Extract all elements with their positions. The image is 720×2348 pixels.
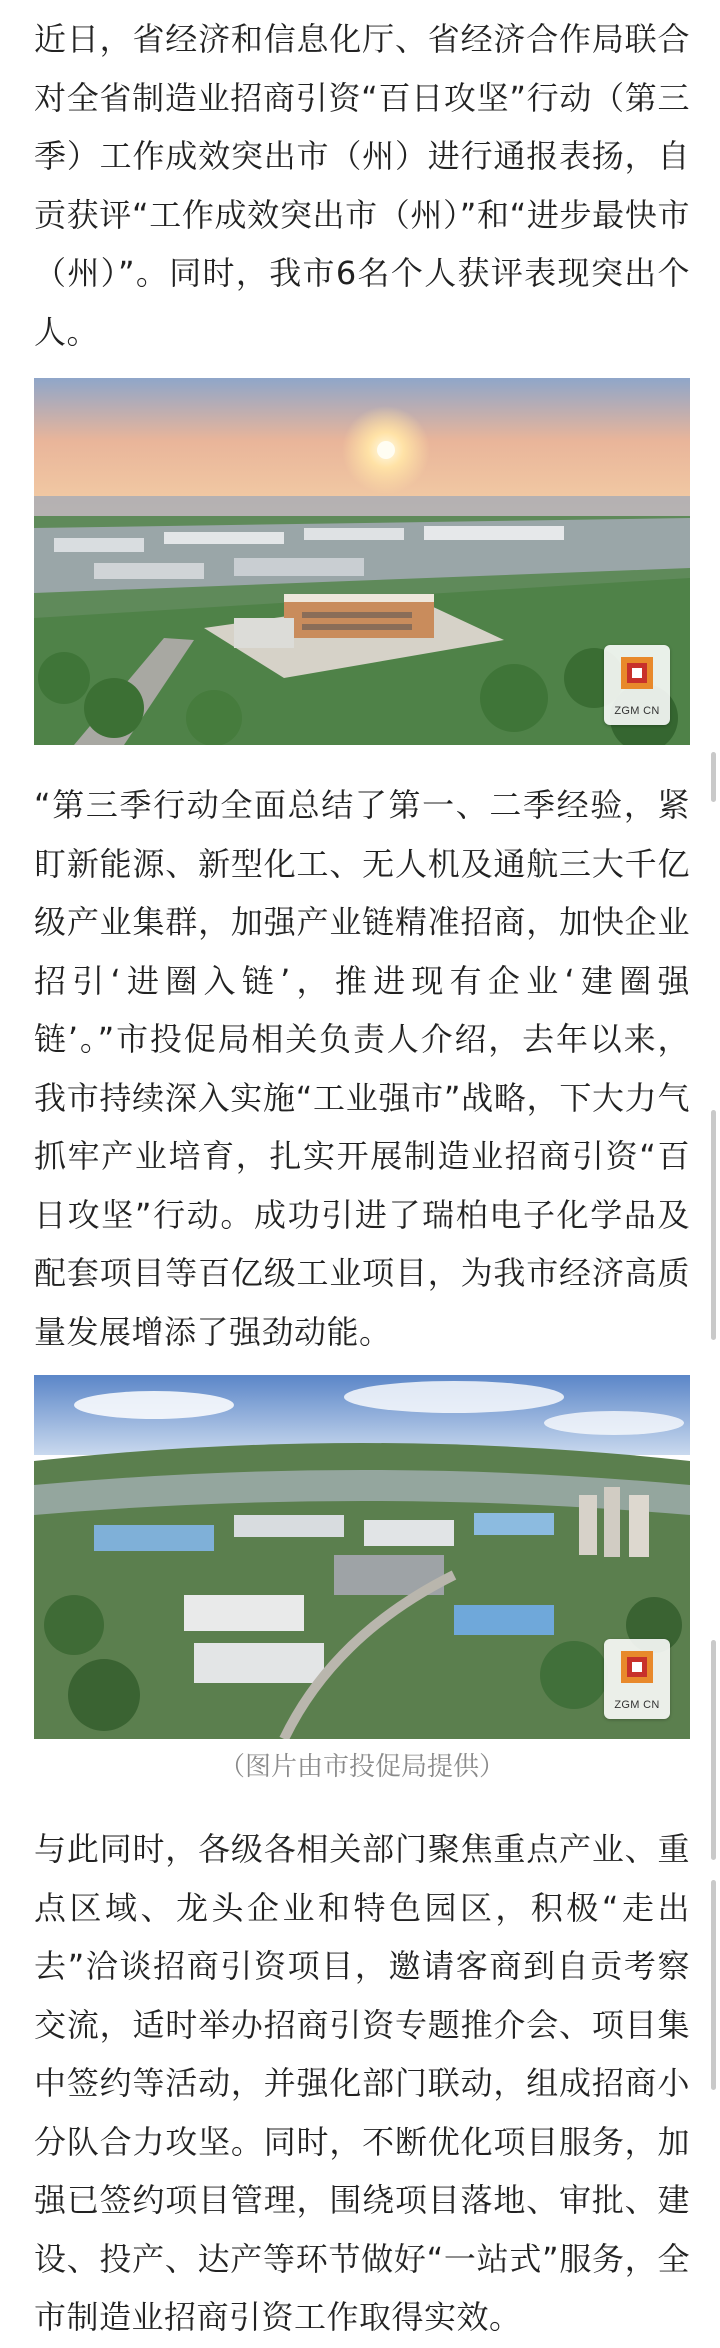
watermark-logo: [604, 645, 670, 725]
watermark-logo: [604, 1639, 670, 1719]
paragraph-2: “第三季行动全面总结了第一、二季经验，紧盯新能源、新型化工、无人机及通航三大千亿级产业集群，加强产业链精准招商，加快企业招引‘进圈入链’，推进现有企业‘建圈强链’。”市投促局相关负责人介绍，去年以来，我市持续深入实施“工业强市”战略，下大力气抓牢产业培育，扎实开展制造业招商引资“百日攻坚”行动。成功引进了瑞柏电子化学品及配套项目等百亿级工业项目，为我市经济高质量发展增添了强劲动能。: [34, 786, 690, 1351]
watermark-text: ZGM CN: [614, 705, 660, 717]
zgm-logo-icon: [619, 1649, 655, 1685]
photo2-illustration: [34, 1375, 690, 1739]
scrollbar-segment[interactable]: [711, 752, 716, 802]
image-caption: （图片由市投促局提供）: [218, 1752, 505, 1782]
paragraph-1: 近日，省经济和信息化厅、省经济合作局联合对全省制造业招商引资“百日攻坚”行动（第三季）工作成效突出市（州）进行通报表扬，自贡获评“工作成效突出市（州）”和“进步最快市（州）”。同时，我市6名个人获评表现突出个人。: [34, 20, 690, 351]
watermark-text: ZGM CN: [614, 1699, 660, 1711]
paragraph-3: 与此同时，各级各相关部门聚焦重点产业、重点区域、龙头企业和特色园区，积极“走出去”洽谈招商引资项目，邀请客商到自贡考察交流，适时举办招商引资专题推介会、项目集中签约等活动，并强化部门联动，组成招商小分队合力攻坚。同时，不断优化项目服务，加强已签约项目管理，围绕项目落地、审批、建设、投产、达产等环节做好“一站式”服务，全市制造业招商引资工作取得实效。: [34, 1830, 690, 2336]
industrial-park-sunset-photo[interactable]: [34, 378, 690, 745]
zgm-logo-icon: [619, 655, 655, 691]
photo1-illustration: [34, 378, 690, 745]
scrollbar-segment[interactable]: [711, 1880, 716, 2090]
industrial-park-aerial-photo[interactable]: [34, 1375, 690, 1739]
scrollbar-segment[interactable]: [711, 1110, 716, 1340]
scrollbar-segment[interactable]: [711, 1640, 716, 1860]
